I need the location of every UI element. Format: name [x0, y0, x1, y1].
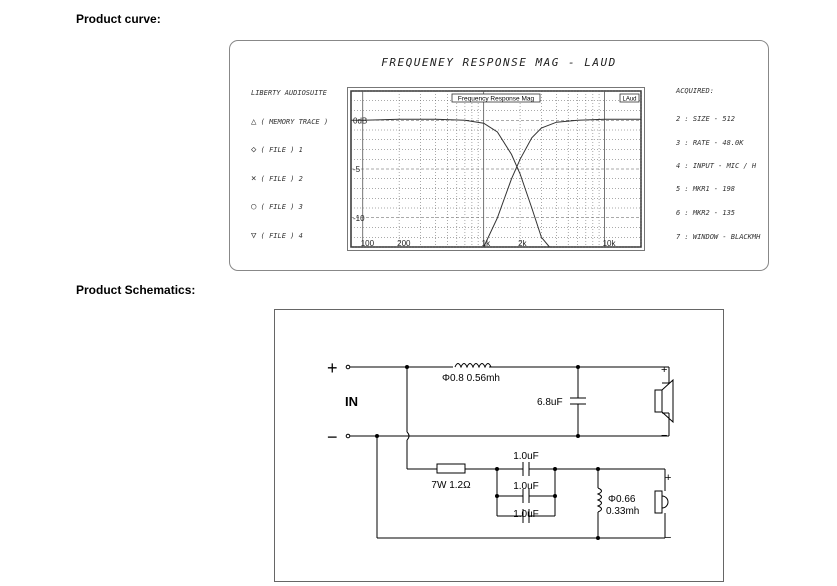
tweeter-plus-label: +: [665, 472, 672, 484]
acquired-item: 6 : MKR2 - 135: [676, 209, 736, 217]
plot-title: FREQUENEY RESPONSE MAG - LAUD: [381, 56, 617, 69]
x-mark-icon: ×: [251, 174, 257, 184]
product-curve-heading: Product curve:: [76, 12, 161, 26]
plot-inner-title: Frequency Response Mag: [457, 95, 535, 103]
woofer-magnet: [655, 390, 662, 412]
product-schematics-heading: Product Schematics:: [76, 283, 196, 297]
tweeter-dome: [662, 496, 668, 508]
y-tick-label: 0dB: [353, 116, 368, 126]
acquired-item: 5 : MKR1 - 198: [676, 185, 736, 193]
inductor-2: [598, 488, 602, 512]
legend-item: × ( FILE ) 2: [251, 174, 303, 184]
capacitor-1-label: 6.8uF: [537, 397, 563, 408]
circle-icon: ○: [251, 202, 257, 212]
input-terminal-plus: [346, 365, 350, 369]
woofer-minus-label: −: [661, 430, 668, 442]
acquired-item: 2 : SIZE - 512: [676, 115, 736, 123]
capacitor-a-label: 1.0uF: [513, 451, 539, 462]
input-plus-label: +: [327, 358, 338, 378]
legend-item: △ ( MEMORY TRACE ): [251, 117, 329, 127]
frequency-response-panel: [229, 40, 769, 271]
x-tick-label: 2k: [518, 239, 527, 248]
acquired-item: 7 : WINDOW - BLACKMH: [676, 233, 761, 241]
acquired-item: 3 : RATE - 48.0K: [676, 139, 744, 147]
y-tick-label: -5: [353, 165, 361, 174]
x-tick-label: 10k: [602, 239, 616, 248]
acquired-item: 4 : INPUT - MIC / H: [676, 162, 757, 170]
input-terminal-minus: [346, 434, 350, 438]
legend-item: ▽ ( FILE ) 4: [251, 231, 303, 241]
capacitor-b-label: 1.0uF: [513, 481, 539, 492]
input-label: IN: [345, 394, 358, 409]
schematic-frame: [274, 309, 724, 582]
x-tick-label: 100: [360, 239, 375, 248]
frequency-response-plot: [347, 87, 645, 251]
legend-item: ◇ ( FILE ) 1: [251, 145, 303, 155]
tweeter-minus-label: −: [665, 532, 672, 544]
resistor: [437, 464, 465, 473]
acquired-title: ACQUIRED:: [676, 87, 714, 95]
legend-item: ○ ( FILE ) 3: [251, 202, 303, 212]
input-minus-label: −: [327, 427, 338, 447]
inductor-1-label: Φ0.8 0.56mh: [441, 373, 501, 384]
brand-label: LIBERTY AUDIOSUITE: [251, 89, 327, 97]
crossover-schematic: [275, 310, 723, 581]
x-tick-label: 200: [397, 239, 411, 248]
x-tick-label: 1k: [481, 239, 491, 248]
plot-badge: LAud: [622, 96, 637, 103]
capacitor-c-label: 1.0uF: [513, 509, 539, 520]
triangle-up-icon: △: [251, 117, 257, 127]
triangle-down-icon: ▽: [251, 231, 257, 241]
y-tick-label: -10: [353, 213, 365, 223]
woofer-cone: [662, 380, 673, 422]
diamond-icon: ◇: [251, 145, 257, 155]
inductor-2-label: Φ0.66: [608, 494, 636, 505]
inductor-2-value: 0.33mh: [606, 506, 640, 517]
woofer-plus-label: +: [661, 364, 668, 376]
resistor-label: 7W 1.2Ω: [431, 480, 471, 491]
tweeter-body: [655, 491, 662, 513]
